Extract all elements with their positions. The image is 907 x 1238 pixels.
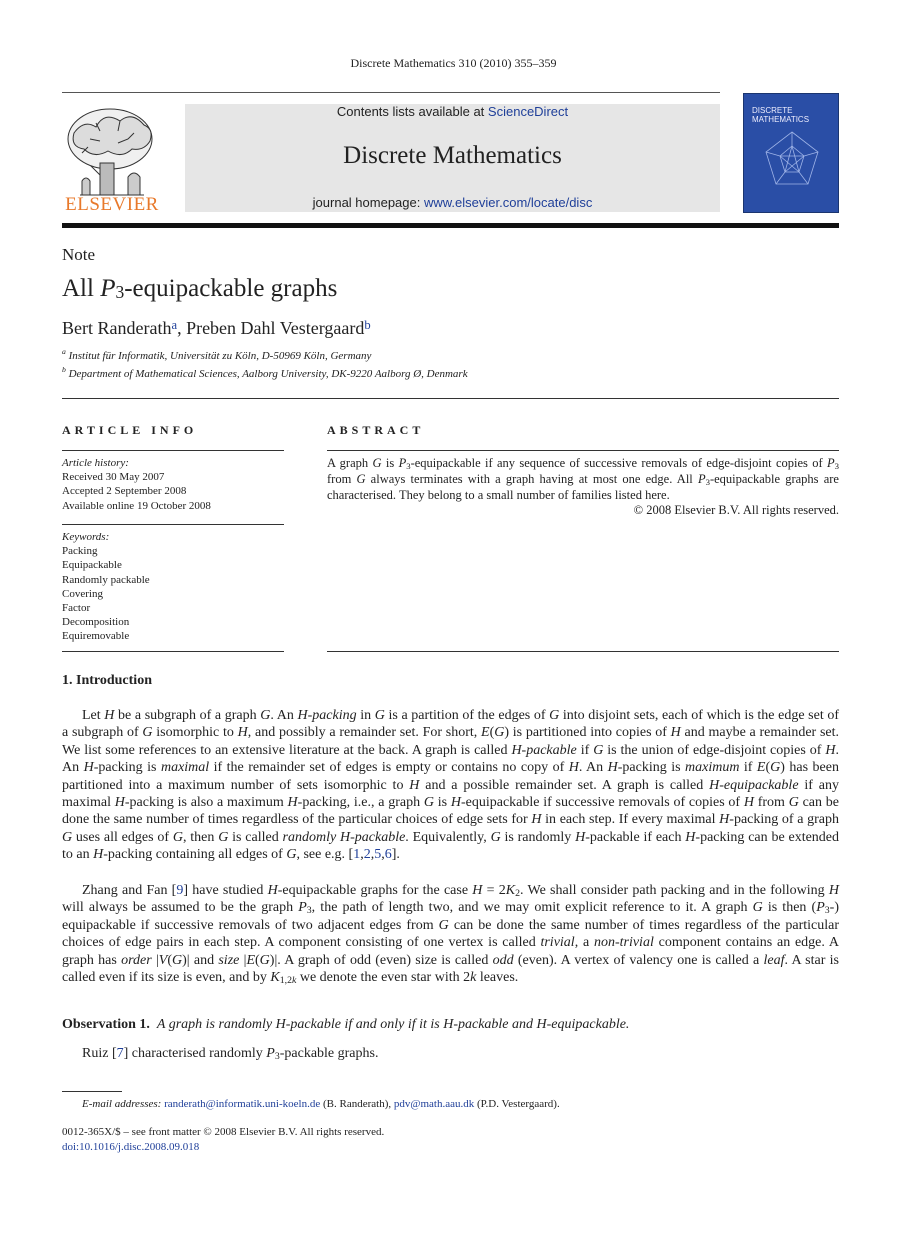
homepage-line <box>185 195 720 210</box>
affiliation-marker[interactable]: b <box>364 318 371 332</box>
email-owner: (B. Randerath), <box>322 1098 392 1110</box>
author-name: Preben Dahl Vestergaard <box>186 318 365 338</box>
footnote-rule <box>62 1091 122 1092</box>
author-separator: , <box>177 318 187 338</box>
elsevier-logo[interactable] <box>60 103 164 215</box>
citation-link[interactable]: 2 <box>363 847 371 863</box>
email-link[interactable]: pdv@math.aau.dk <box>393 1098 475 1110</box>
citation-link[interactable]: 5 <box>374 847 382 863</box>
header-thick-rule <box>62 223 839 228</box>
sciencedirect-link[interactable]: ScienceDirect <box>487 104 569 119</box>
abstract-text: A graph G is $P_3$-equipackable if any sequence of successive removals of edge-disjoint copies of $P_3$ from G always terminates with a graph having at most one edge. All $P_3$-equipackable graphs are characterised. They belong to a small number of families listed here. <box>327 456 839 502</box>
divider <box>327 450 839 451</box>
affiliation-text: Department of Mathematical Sciences, Aalborg University, DK-9220 Aalborg Ø, Denmark <box>68 368 468 380</box>
abstract-copyright: © 2008 Elsevier B.V. All rights reserved. <box>633 503 839 517</box>
publisher-logo-text: ELSEVIER <box>65 194 159 215</box>
divider <box>62 524 284 525</box>
title-sub: 3 <box>115 282 125 302</box>
affiliation-a <box>62 347 372 362</box>
keywords <box>62 530 282 644</box>
author-name: Bert Randerath <box>62 318 172 338</box>
observation-label: Observation 1. <box>62 1017 150 1032</box>
cover-title: DISCRETE MATHEMATICS <box>752 106 810 124</box>
online-date: Available online 19 October 2008 <box>62 499 211 512</box>
intro-paragraph: Let H be a subgraph of a graph G. An H-packing in G is a partition of the edges of G into disjoint sets, each of which is the edge set of a subgraph of G isomorphic to H, and possibly a remainder set. For short, E(G) is partitioned into copies of H and maybe a remainder set. We list some references to an extensive literature at the back. A graph is called H-packable if G is the union of edge-disjoint copies of H. An H-packing is maximal if the remainder set of edges is empty or contains no copy of H. An H-packing is maximum if E(G) has been partitioned into a maximum number of sets isomorphic to H and a possible remainder set. A graph is called H-equipackable if any maximal H-packing is also a maximum H-packing, i.e., a graph G is H-equipackable if successive removals of copies of H from G can be done the same number of times regardless of the particular choices of edge sets for H in each step. If every maximal H-packing of a graph G uses all edges of G, then G is called randomly H-packable. Equivalently, G is randomly H-packable if each H-packing can be extended to an H-packing containing all edges of G, see e.g. [1,2,5,6]. <box>62 708 840 863</box>
affiliation-rule <box>62 398 839 399</box>
observation <box>62 1017 839 1033</box>
intro-paragraph: Zhang and Fan [9] have studied H-equipackable graphs for the case $H = 2K_2$. We shall consider path packing and in the following H will always be assumed to be the graph $P_3$, the path of length two, and we may omit explicit reference to it. A graph G is then $(P_3-)$ equipackable if successive removals of two adjacent edges from G can be done the same number of times regardless of the particular choices of edge pairs in each step. A component consisting of one vertex is called trivial, a non-trivial component contains an edge. A graph has order |V(G)| and size |E(G)|. A graph of odd (even) size is called odd (even). A vertex of valency one is called a leaf. A star is called even if its size is even, and by $K_{1,2k}$ we denote the even star with 2k leaves. <box>62 883 839 987</box>
email-label: E-mail addresses: <box>82 1098 162 1110</box>
keyword: Decomposition <box>62 616 130 629</box>
contents-prefix: Contents lists available at <box>336 104 485 119</box>
divider <box>62 651 284 652</box>
received-date: Received 30 May 2007 <box>62 471 165 484</box>
history-label: Article history: <box>62 457 129 469</box>
accepted-date: Accepted 2 September 2008 <box>62 485 187 498</box>
keyword: Equiremovable <box>62 630 130 643</box>
affiliation-mark: b <box>62 365 66 374</box>
observation-text: A graph is randomly H-packable if and only if it is H-packable and H-equipackable. <box>156 1017 630 1032</box>
article-type: Note <box>62 245 96 264</box>
citation-link[interactable]: 1 <box>353 847 361 863</box>
email-footnote <box>82 1098 560 1110</box>
keyword: Randomly packable <box>62 573 150 586</box>
keywords-label: Keywords: <box>62 531 110 543</box>
title-post: -equipackable graphs <box>124 275 338 302</box>
article-title <box>62 275 337 303</box>
title-var: P <box>100 275 116 302</box>
running-head: Discrete Mathematics 310 (2010) 355–359 <box>350 56 557 70</box>
header-rule <box>62 92 720 93</box>
citation-link[interactable]: 6 <box>384 847 392 863</box>
keyword: Packing <box>62 545 98 558</box>
journal-cover[interactable] <box>743 93 839 213</box>
keyword: Factor <box>62 602 91 615</box>
doi-link[interactable]: doi:10.1016/j.disc.2008.09.018 <box>62 1141 200 1153</box>
contents-line <box>185 104 720 119</box>
article-history <box>62 456 282 513</box>
cover-graph-icon <box>758 124 826 196</box>
homepage-link[interactable]: www.elsevier.com/locate/disc <box>423 195 593 210</box>
section-heading: 1. Introduction <box>62 673 152 688</box>
affiliation-mark: a <box>62 347 66 356</box>
article-info-heading: ARTICLE INFO <box>62 423 198 437</box>
author-list <box>62 318 371 339</box>
affiliation-text: Institut für Informatik, Universität zu Köln, D-50969 Köln, Germany <box>68 350 372 362</box>
affiliation-marker[interactable]: a <box>171 318 178 332</box>
keyword: Covering <box>62 587 103 600</box>
divider <box>327 651 839 652</box>
citation-link[interactable]: 9 <box>176 883 184 898</box>
divider <box>62 450 284 451</box>
journal-title: Discrete Mathematics <box>343 142 562 169</box>
affiliation-b <box>62 365 468 380</box>
email-link[interactable]: randerath@informatik.uni-koeln.de <box>164 1098 321 1110</box>
title-pre: All <box>62 275 101 302</box>
front-matter: 0012-365X/$ – see front matter © 2008 Elsevier B.V. All rights reserved. <box>62 1126 385 1138</box>
abstract-heading: ABSTRACT <box>327 423 425 437</box>
keyword: Equipackable <box>62 559 122 572</box>
email-owner: (P.D. Vestergaard). <box>477 1098 560 1110</box>
homepage-prefix: journal homepage: <box>312 195 421 210</box>
intro-paragraph: Ruiz [7] characterised randomly $P_3$-packable graphs. <box>82 1046 379 1062</box>
citation-link[interactable]: 7 <box>116 1046 124 1061</box>
